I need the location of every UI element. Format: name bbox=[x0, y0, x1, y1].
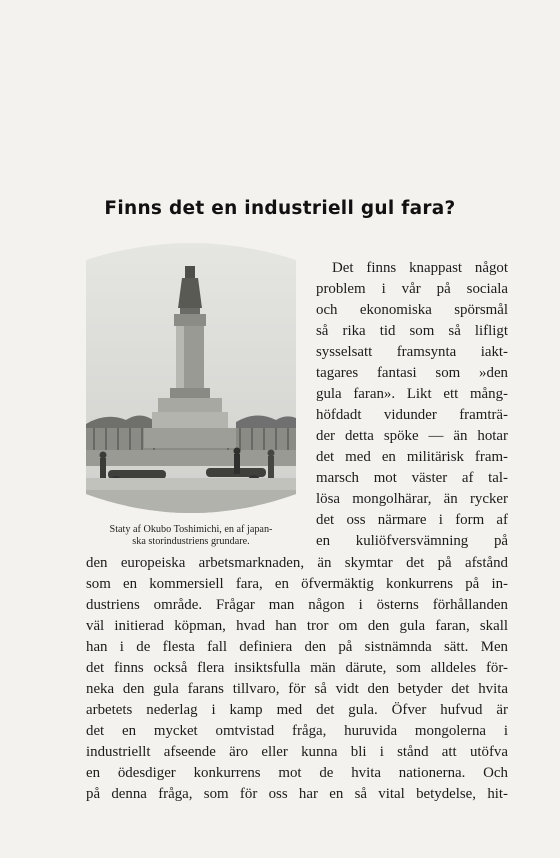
statue-photograph bbox=[86, 232, 296, 522]
text-line: på denna fråga, som för oss har en så vital betydelse, hit- bbox=[86, 786, 508, 802]
text-line: den europeiska arbetsmarknaden, än skymtar det på afstånd bbox=[86, 555, 508, 571]
text-line: tagares fantasi som »den bbox=[316, 365, 508, 381]
text-line: så rika tid som så lifligt bbox=[316, 323, 508, 339]
text-line: lösa mongolhärar, än rycker bbox=[316, 491, 508, 507]
caption-line: ska storindustriens grundare. bbox=[132, 536, 250, 547]
text-line: Det finns knappast något bbox=[332, 260, 508, 276]
text-line: väl initierad köpman, hvad han tror om den gula faran, skall bbox=[86, 618, 508, 634]
text-line: problem i vår på sociala bbox=[316, 281, 508, 297]
text-line: det en mycket omtvistad fråga, huruvida mongolerna i bbox=[86, 723, 508, 739]
text-line: neka den gula farans tillvaro, för så vidt den betyder det hvita bbox=[86, 681, 508, 697]
text-line: som en kommersiell fara, en öfvermäktig konkurrens på in- bbox=[86, 576, 508, 592]
text-line: gula faran». Likt ett mång- bbox=[316, 386, 508, 402]
text-line: marsch mot väster af tal- bbox=[316, 470, 508, 486]
text-line: en ödesdiger konkurrens mot de hvita nationerna. Och bbox=[86, 765, 508, 781]
text-line: höfdadt vidunder framträ- bbox=[316, 407, 508, 423]
text-line: dustriens område. Frågar man någon i österns förhållanden bbox=[86, 597, 508, 613]
text-line: och ekonomiska spörsmål bbox=[316, 302, 508, 318]
text-line: industriellt afseende äro eller kunna bli i stånd att utöfva bbox=[86, 744, 508, 760]
text-line: en kuliöfversvämning på bbox=[316, 533, 508, 549]
text-line: sysselsatt framsynta iakt- bbox=[316, 344, 508, 360]
article-title: Finns det en industriell gul fara? bbox=[104, 198, 456, 219]
caption-line: Staty af Okubo Toshimichi, en af japan- bbox=[109, 524, 273, 535]
text-line: det finns också flera insiktsfulla män därute, som alldeles för- bbox=[86, 660, 508, 676]
text-line: der detta spöke — än hotar bbox=[316, 428, 508, 444]
figure-caption bbox=[80, 524, 302, 548]
text-line: det med en militärisk fram- bbox=[316, 449, 508, 465]
text-line: han i de flesta fall definiera den på sistnämnda sätt. Men bbox=[86, 639, 508, 655]
text-line: arbetets nederlag i kamp med det gula. Öfver hufvud är bbox=[86, 702, 508, 718]
text-line: det oss närmare i form af bbox=[316, 512, 508, 528]
